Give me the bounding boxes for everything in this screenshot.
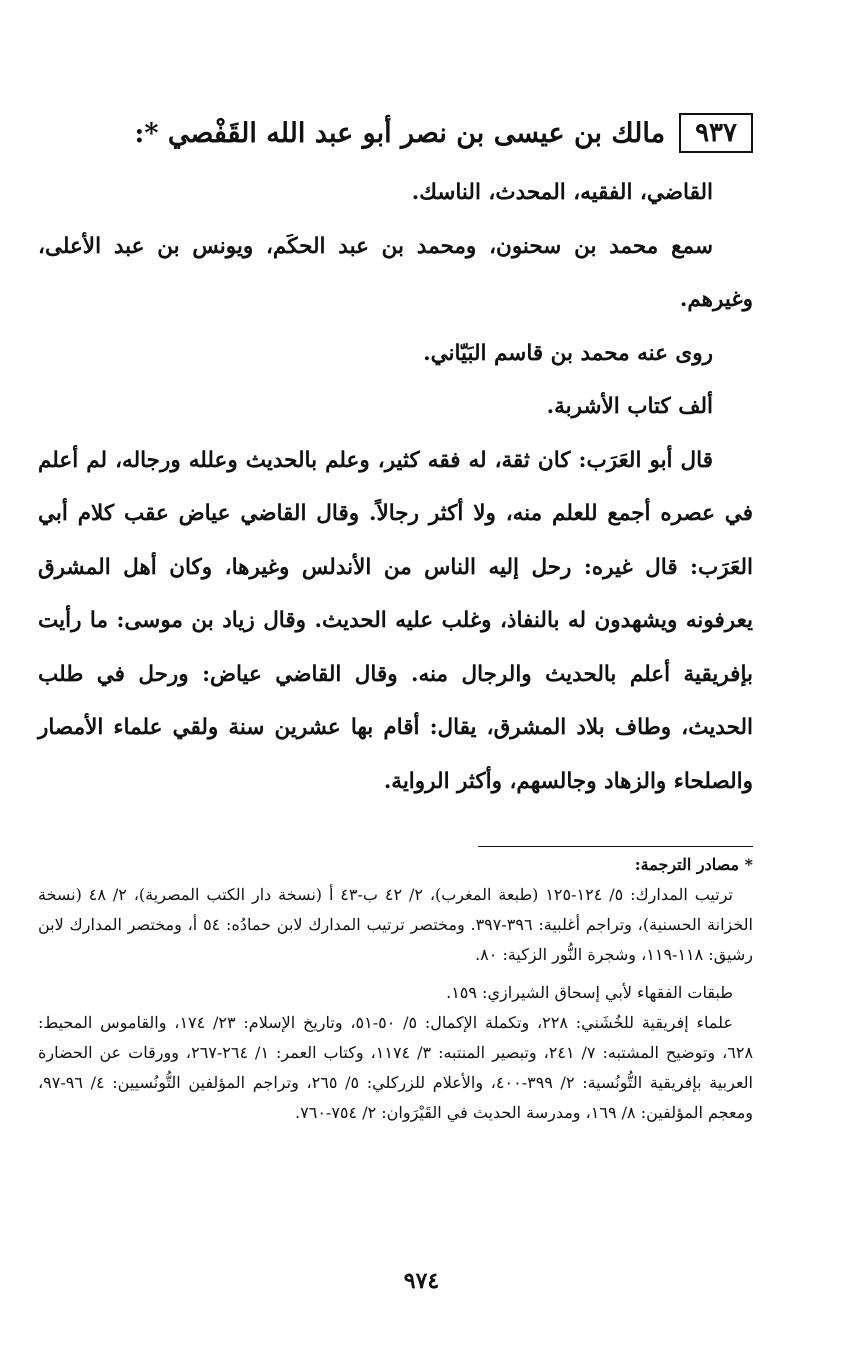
paragraph-biography: قال أبو العَرَب: كان ثقة، له فقه كثير، وعلم بالحديث وعلله ورجاله، لم أعلم في عصره أجمع للعلم منه، ولا أكثر رجالاً. وقال القاضي عياض عقب كلام أبي العَرَب: قال غيره: رحل إليه الناس من الأندلس وغيرها، وكان أهل المشرق يعرفونه ويشهدون له بالنفاذ، وغلب عليه الحديث. وقال زياد بن موسى: ما رأيت بإفريقية أعلم بالحديث والرجال منه. وقال القاضي عياض: ورحل في طلب الحديث، وطاف بلاد المشرق، يقال: أقام بها عشرين سنة ولقي علماء الأمصار والصلحاء والزهاد وجالسهم، وأكثر الرواية. <box>38 447 753 794</box>
entry-number-box: ٩٣٧ <box>679 113 753 153</box>
entry-body <box>38 166 753 808</box>
footnote-separator <box>478 846 753 847</box>
paragraph-students: روى عنه محمد بن قاسم البَيّاني. <box>423 340 713 366</box>
entry-header <box>53 108 753 158</box>
page-number: ٩٧٤ <box>403 1268 440 1294</box>
footnote-heading: * مصادر الترجمة: <box>634 855 753 874</box>
paragraph-description: القاضي، الفقيه، المحدث، الناسك. <box>411 180 713 205</box>
footnote-sources-2: طبقات الفقهاء لأبي إسحاق الشيرازي: ١٥٩. <box>446 983 733 1002</box>
paragraph-teachers: سمع محمد بن سحنون، ومحمد بن عبد الحكَم، ويونس بن عبد الأعلى، وغيرهم. <box>38 233 753 312</box>
footnote-sources-1: ترتيب المدارك: ٥/ ١٢٤-١٢٥ (طبعة المغرب)، ٢/ ٤٢ ب-٤٣ أ (نسخة دار الكتب المصرية)، ٢/ ٤٨ (نسخة الخزانة الحسنية)، وتراجم أغلبية: ٣٩٦-٣٩٧. ومختصر ترتيب المدارك لابن حمادُه: ٥٤ أ، ومختصر المدارك لابن رشيق: ١١٨-١١٩، وشجرة النُّور الزكية: ٨٠. <box>38 885 753 964</box>
entry-title: مالك بن عيسى بن نصر أبو عبد الله القَفْصي *: <box>134 117 666 149</box>
footnotes <box>38 850 753 1128</box>
paragraph-works: ألف كتاب الأشربة. <box>546 394 713 419</box>
footnote-sources-3: علماء إفريقية للخُشَني: ٢٢٨، وتكملة الإكمال: ٥/ ٥٠-٥١، وتاريخ الإسلام: ٢٣/ ١٧٤، والقاموس المحيط: ٦٢٨، وتوضيح المشتبه: ٧/ ٢٤١، وتبصير المنتبه: ٣/ ١١٧٤، وكتاب العمر: ١/ ٢٦٤-٢٦٧، وورقات عن الحضارة العربية بإفريقية التُّونُسية: ٢/ ٣٩٩-٤٠٠، والأعلام للزركلي: ٥/ ٢٦٥، وتراجم المؤلفين التُّونُسيين: ٤/ ٩٦-٩٧، ومعجم المؤلفين: ٨/ ١٦٩، ومدرسة الحديث في القَيْرَوان: ٢/ ٧٥٤-٧٦٠. <box>38 1013 754 1122</box>
